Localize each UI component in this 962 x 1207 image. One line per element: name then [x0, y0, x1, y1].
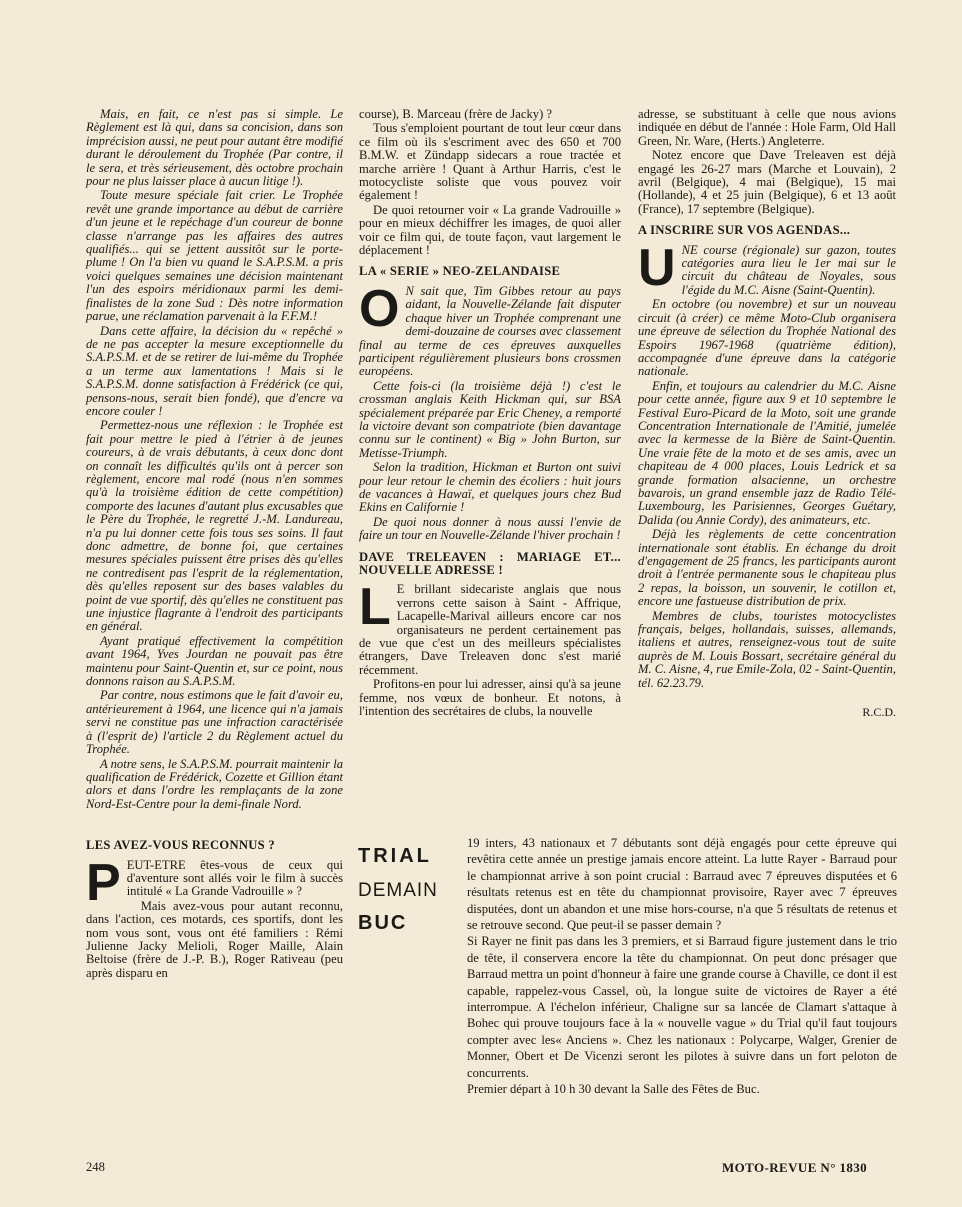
article-paragraph: 19 inters, 43 nationaux et 7 débutants sont déjà engagés pour cette épreuve qui revêtira cette année un prestige jamais encore atteint. La lutte Rayer - Barraud pour le championnat arrive à son point crucial : Barraud avec 7 épreuves disputées et 6 résultats retenus est en tête du championnat provisoire, Rayer avec 7 épreuves disputées, dont un abandon et une mise hors-course, n'a que 5 résultats de retenus et se retrouve second. Que peut-il se passer demain ? [467, 836, 897, 933]
article-paragraph: L E brillant sidecariste anglais que nous verrons cette saison à Saint - Affrique, Lacapelle-Marival ailleurs encore car nos organisateurs ne perdent certainement pas de vue que c'est un des meilleurs spécialistes étrangers, Dave Treleaven donc s'est marié récemment. [359, 578, 621, 677]
article-paragraph: Dans cette affaire, la décision du « repêché » de ne pas accepter la mesure exceptionnelle du S.A.P.S.M. et de se retirer de lui-même du Trophée a un terme aux lamentations ! Mais si le S.A.P.S.M. donne satisfaction à Frédérick (ce qui, pensons-nous, serait bien fondé), que d'encre va encore couler ! [86, 323, 343, 418]
article-paragraph: Cette fois-ci (la troisième déjà !) c'est le crossman anglais Keith Hickman qui, sur BSA spécialement préparée par Eric Cheney, a remporté la victoire devant son compatriote (bien davantage connu sur le continent) « Big » John Burton, sur Metisse-Triumph. [359, 378, 621, 460]
magazine-issue: MOTO-REVUE N° 1830 [722, 1160, 868, 1175]
article-paragraph: De quoi retourner voir « La grande Vadrouille » pour en mieux déchiffrer les images, de quoi aller voir ce film qui, de toute façon, vaut largement le déplacement ! [359, 202, 621, 258]
author-signature: R.C.D. [862, 705, 896, 720]
article-paragraph: Notez encore que Dave Treleaven est déjà engagé les 26-27 mars (Marche et Louvain), 2 avril (Belgique), 4 mai (Belgique), 15 mai (Hollande), 4 et 25 juin (Belgique), 6 et 13 août (France), 17 septembre (Belgique). [638, 148, 896, 216]
article-paragraph: Par contre, nous estimons que le fait d'avoir eu, antérieurement à 1964, une licence qui n'a jamais servi ne constitue pas une infraction caractérisée à (l'esprit de) l'article 2 du Règlement actuel du Trophée. [86, 688, 343, 757]
column-2 [359, 108, 621, 719]
trial-heading-block [358, 845, 458, 935]
drop-cap: L [359, 578, 391, 637]
section-heading: DAVE TRELEAVEN : MARIAGE ET... NOUVELLE ADRESSE ! [359, 549, 621, 577]
article-paragraph: Tous s'emploient pourtant de tout leur cœur dans ce film où ils s'escriment avec des 650 et 700 B.M.W. et Zündapp sidecars a roue tractée et marche arrière ! Quant à Arthur Harris, c'est le motocycliste soliste que vous pouvez voir également ! [359, 121, 621, 203]
buc-label: BUC [358, 912, 408, 934]
page-number: 248 [86, 1160, 105, 1174]
section-heading: A INSCRIRE SUR VOS AGENDAS... [638, 223, 851, 238]
drop-cap: P [86, 853, 121, 912]
column-1 [86, 108, 343, 981]
article-paragraph: PEUT-ETRE êtes-vous de ceux qui d'aventure sont allés voir le film à succès intitulé « La Grande Vadrouille » ? [86, 853, 343, 912]
demain-label: DEMAIN [358, 880, 438, 901]
article-paragraph: Mais, en fait, ce n'est pas si simple. Le Règlement est là qui, dans sa concision, dans son imprécision aussi, ne peut pour autant être modifié durant le déroulement du Trophée (Par contre, il le sera, et très sérieusement, dès octobre prochain pour ne plus laisser place à aucun litige !). [86, 107, 343, 189]
drop-cap: O [359, 279, 400, 338]
article-paragraph: A notre sens, le S.A.P.S.M. pourrait maintenir la qualification de Frédérick, Cozette et Gillion étant alors et dans l'ordre les remplaçants de la zone Nord-Est-Centre pour la demi-finale Nord. [86, 756, 343, 811]
trial-label: TRIAL [358, 845, 432, 867]
article-paragraph: Premier départ à 10 h 30 devant la Salle des Fêtes de Buc. [467, 1082, 760, 1097]
article-paragraph: adresse, se substituant à celle que nous avions indiquée en début de l'année : Hole Farm, Old Hall Green, Nr. Ware, (Herts.) Angleterre. [638, 107, 896, 148]
section-heading: LA « SERIE » NEO-ZELANDAISE [359, 264, 561, 279]
section-heading: LES AVEZ-VOUS RECONNUS ? [86, 838, 276, 853]
article-paragraph: Déjà les règlements de cette concentration internationale sont établis. En échange du droit d'engagement de 25 francs, les participants auront droit à l'entrée permanente sous le chapiteau plus 2 repas, la boisson, un souvenir, le cotillon et, encore une fastueuse distribution de prix. [638, 527, 896, 609]
article-paragraph: course), B. Marceau (frère de Jacky) ? [359, 107, 552, 121]
article-paragraph: De quoi nous donner à nous aussi l'envie de faire un tour en Nouvelle-Zélande l'hiver prochain ! [359, 514, 621, 543]
column-3 [638, 108, 896, 719]
article-paragraph: En octobre (ou novembre) et sur un nouveau circuit (à créer) ce même Moto-Club organisera une épreuve de sélection du Trophée National des Espoirs 1967-1968 (quatrième édition), accompagnée d'une épreuve dans la catégorie nationale. [638, 297, 896, 379]
article-paragraph: Toute mesure spéciale fait crier. Le Trophée revêt une grande importance au début de carrière d'un jeune et le repéchage d'un coureur de bonne classe n'arrange pas les affaires des autres qualifiés... qui se jettent aussitôt sur le porte-plume ! On l'a bien vu quand le S.A.P.S.M. a pris voici quelques semaines une décision maintenant l'un des espoirs méridionaux parmi les demi-finalistes de la zone Sud : Dès notre information parue, une réclamation parvenait à la F.F.M.! [86, 188, 343, 324]
trial-article [467, 835, 897, 1098]
article-paragraph: Enfin, et toujours au calendrier du M.C. Aisne pour cette année, figure aux 9 et 10 septembre le Festival Euro-Picard de la Moto, soit une grande Concentration Internationale de l'Amitié, jumelée avec la kermesse de la Bière de Saint-Quentin. Une vraie fête de la moto et de ses amis, avec un chapiteau de 4 000 places, Louis Ledrick et sa grande formation alsacienne, un orchestre bavarois, un grand ensemble jazz de Radio Télé-Luxembourg, les Parisiennes, Georges Guétary, Dalida (ou Annie Cordy), des animateurs, etc. [638, 378, 896, 527]
article-paragraph: Membres de clubs, touristes motocyclistes français, belges, hollandais, suisses, allemands, italiens et autres, renseignez-vous tout de suite auprès de M. Louis Bossart, secrétaire général du M. C. Aisne, 4, rue Emile-Zola, 02 - Saint-Quentin, tél. 62.23.79. [638, 608, 896, 690]
drop-cap: U [638, 238, 676, 297]
article-paragraph: Ayant pratiqué effectivement la compétition avant 1964, Yves Jourdan ne pouvait pas être maintenu pour Saint-Quentin et, sur ce point, nous donnons raison au S.A.P.S.M. [86, 633, 343, 689]
article-paragraph: O N sait que, Tim Gibbes retour au pays aidant, la Nouvelle-Zélande fait disputer chaque hiver un Trophée comprenant une demi-douzaine de courses avec classement final au terme de ces épreuves auxquelles participent régulièrement plusieurs bons crossmen européens. [359, 279, 621, 379]
article-paragraph: UNE course (régionale) sur gazon, toutes catégories aura lieu le 1er mai sur le circuit du château de Noyales, sous l'égide du M.C. Aisne (Saint-Quentin). [638, 238, 896, 297]
article-paragraph: Selon la tradition, Hickman et Burton ont suivi pour leur retour le chemin des écoliers : huit jours de vacances à Hawaï, et quelques jours chez Bud Ekins en Californie ! [359, 460, 621, 515]
article-paragraph: Profitons-en pour lui adresser, ainsi qu'à sa jeune femme, nos vœux de bonheur. Et notons, à l'intention des secrétaires de clubs, la nouvelle [359, 677, 621, 719]
article-paragraph: Si Rayer ne finit pas dans les 3 premiers, et si Barraud figure justement dans le trio de tête, il conservera encore la tête du championnat. On peut donc présager que Barraud mettra un point d'honneur à faire une grande course à Chaville, ce dont il est capable, rappelez-vous Cassel, où, la longue suite de victoires de Rayer a été interrompue. A l'échelon inférieur, Chaligne sur sa lancée de Clamart s'attaque à Bohec qui prouve toujours face à la « nouvelle vague » du Trial qu'il faut toujours compter avec les« Anciens ». Chez les nationaux : Polycarpe, Walger, Grenier de Monner, Obert et De Vicenzi seront les pilotes à suivre dans un fort peloton de concurrents. [467, 934, 897, 1080]
article-paragraph: Mais avez-vous pour autant reconnu, dans l'action, ces motards, ces sportifs, dont les nom vous sont, vous ont été familiers : Rémi Julienne Jacky Melioli, Roger Maille, Alain Beltoise (frère de J.-P. B.), Roger Rativeau (peu après disparu en [86, 898, 343, 980]
article-paragraph: Permettez-nous une réflexion : le Trophée est fait pour mettre le pied à l'étrier à de jeunes coureurs, à de vrais débutants, à ceux donc dont on connaît les difficultés qu'ils ont à percer son règlement, encore mal rodé (nous n'en sommes qu'à la troisième édition de cette compétition) comporte des lacunes d'autant plus excusables que le Père du Trophée, le regretté J.-M. Landureau, n'a pu lui donner cette fois tous ses soins. Il faut donc admettre, de bonne foi, que certaines mesures spéciales puissent être prises dès qu'elles ne contredisent pas l'esprit de la réglementation, dès qu'elles reposent sur des bases valables du point de vue sportif, dès qu'elles ne constituent pas une injustice flagrante à l'endroit des participants en général. [86, 418, 343, 634]
